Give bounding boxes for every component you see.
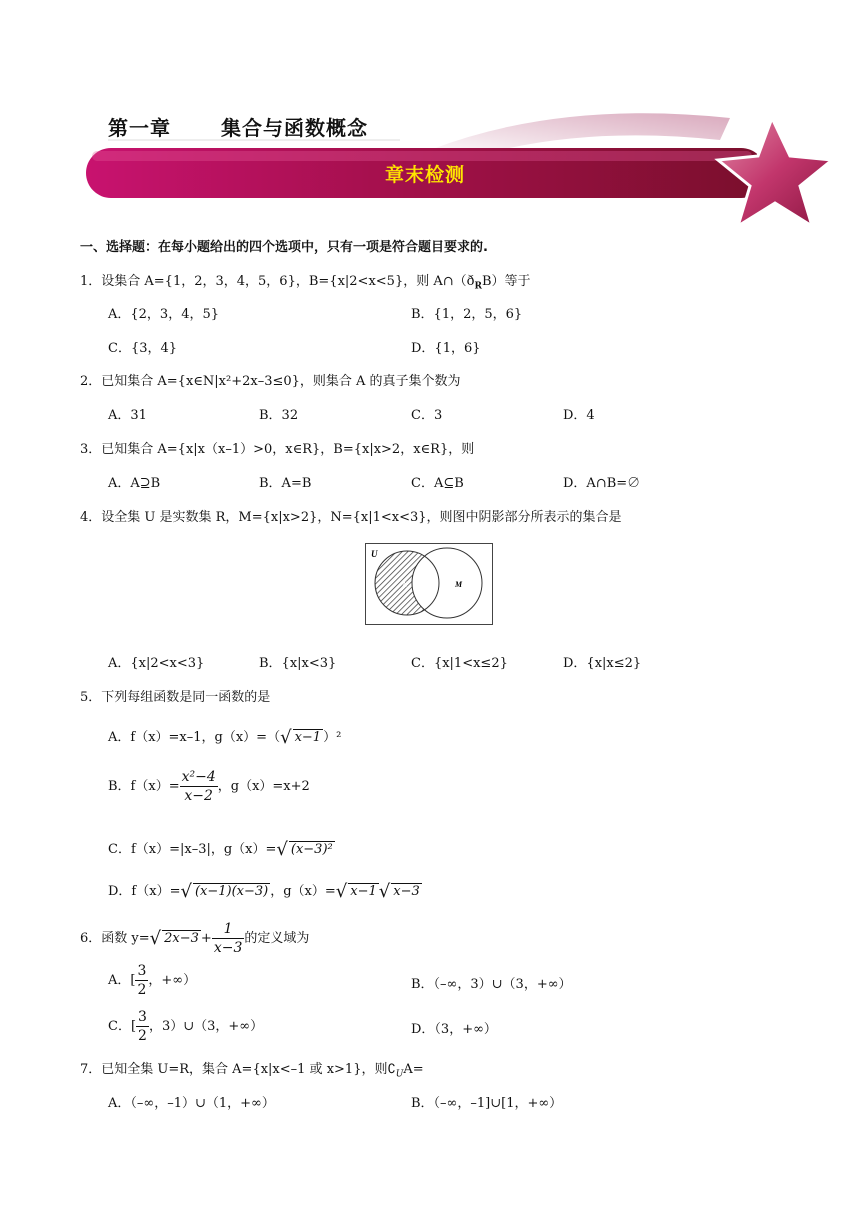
fraction-denominator: 2 — [137, 982, 147, 998]
radical-sign: √ — [276, 839, 288, 860]
radical-sign: √ — [378, 881, 391, 902]
star-icon — [718, 118, 832, 226]
question-5-option-d-radicand-2: x−1 — [350, 884, 377, 899]
question-6-option-c — [108, 1008, 263, 1045]
banner-title: 章末检测 — [385, 164, 466, 186]
question-2-option-c: C．3 — [411, 408, 443, 423]
question-5-option-c-radicand: (x−3)² — [290, 842, 333, 857]
question-1-option-c: C．{3，4} — [108, 341, 178, 356]
question-3-option-d: D．A∩B=∅ — [563, 476, 641, 491]
question-5-option-c — [108, 838, 335, 860]
question-6-stem-prefix: 6．函数 y= — [80, 931, 150, 946]
question-5-option-a-prefix: A．f（x）=x–1，g（x）=（ — [108, 730, 281, 745]
question-4-option-a: A．{x|2<x<3} — [108, 656, 205, 671]
question-5-option-b-suffix: ，g（x）=x+2 — [217, 779, 310, 794]
question-1-option-a: A．{2，3，4，5} — [108, 307, 220, 322]
question-5-option-a-suffix: ）² — [323, 730, 342, 745]
question-6-option-a-prefix: A．[ — [108, 973, 136, 988]
venn-label-u: U — [371, 549, 378, 559]
question-3-option-b: B．A=B — [259, 476, 312, 491]
question-6-fraction — [212, 920, 245, 957]
chapter-title: 集合与函数概念 — [221, 116, 368, 140]
question-5-option-c-prefix: C．f（x）=|x–3|，g（x）= — [108, 842, 277, 857]
section-title: 一、选择题：在每小题给出的四个选项中，只有一项是符合题目要求的. — [80, 240, 488, 255]
question-5-option-b-fraction — [180, 768, 218, 805]
question-5-option-d-prefix: D．f（x）= — [108, 884, 181, 899]
question-2-option-d: D．4 — [563, 408, 595, 423]
venn-label-m: M — [455, 580, 463, 589]
chapter-heading — [108, 112, 368, 141]
question-6-stem — [80, 920, 309, 957]
radical-sign: √ — [149, 928, 162, 949]
fraction-denominator: x−2 — [184, 788, 213, 804]
question-3-option-c: C．A⊆B — [411, 476, 464, 491]
question-5-option-a — [108, 726, 341, 748]
question-4-option-c: C．{x|1<x≤2} — [411, 656, 508, 671]
question-1-stem: 1．设集合 A={1，2，3，4，5，6}，B={x|2<x<5}，则 A∩（ð — [80, 274, 475, 289]
fraction-numerator: 1 — [212, 920, 245, 939]
fraction-numerator: x²−4 — [181, 769, 216, 785]
question-6-option-c-fraction — [136, 1008, 149, 1045]
question-3-option-a: A．A⊇B — [108, 476, 161, 491]
question-5-option-b-prefix: B．f（x）= — [108, 779, 180, 794]
question-1-option-b: B．{1，2，5，6} — [411, 307, 523, 322]
question-5-option-d-mid: ，g（x）= — [270, 884, 336, 899]
question-2-option-a: A．31 — [108, 408, 147, 423]
question-7 — [80, 1058, 424, 1080]
chapter-number: 第一章 — [108, 116, 171, 140]
question-2-stem: 2．已知集合 A={x∈N|x²+2x–3≤0}，则集合 A 的真子集个数为 — [80, 374, 461, 389]
question-7-stem-sub: U — [395, 1069, 404, 1080]
question-5-option-b — [108, 768, 310, 805]
question-5-option-a-radicand: x−1 — [294, 730, 322, 745]
question-6-plus: + — [200, 931, 212, 946]
question-6-option-a-fraction — [135, 962, 148, 999]
question-1-option-d: D．{1，6} — [411, 341, 481, 356]
question-6-option-b: B．（–∞，3）∪（3，+∞） — [411, 977, 572, 992]
question-4-option-b: B．{x|x<3} — [259, 656, 337, 671]
question-5-option-d-radicand: (x−1)(x−3) — [194, 884, 269, 899]
question-1-stem-sub: R — [474, 281, 482, 292]
question-7-option-b: B．（–∞，–1]∪[1，+∞） — [411, 1096, 563, 1111]
question-6-option-c-prefix: C．[ — [108, 1019, 137, 1034]
radical-sign: √ — [180, 881, 192, 902]
radical-sign: √ — [280, 727, 292, 748]
question-6-radicand: 2x−3 — [164, 931, 199, 946]
question-6-option-a — [108, 962, 196, 999]
venn-label-n: N — [402, 580, 408, 589]
question-5-option-d-radicand-3: x−3 — [393, 884, 420, 899]
question-5-option-d — [108, 880, 422, 902]
fraction-numerator: 3 — [137, 963, 147, 979]
question-3-stem: 3．已知集合 A={x|x（x–1）>0，x∈R}，B={x|x>2，x∈R}，则 — [80, 442, 475, 457]
question-6-option-c-suffix: ，3）∪（3，+∞） — [148, 1019, 264, 1034]
question-2-option-b: B．32 — [259, 408, 299, 423]
fraction-numerator: 3 — [138, 1009, 147, 1025]
question-4-stem: 4．设全集 U 是实数集 R，M={x|x>2}，N={x|1<x<3}，则图中阴影部分所表示的集合是 — [80, 510, 622, 525]
question-5-stem: 5．下列每组函数是同一函数的是 — [80, 690, 271, 705]
radical-sign: √ — [335, 881, 348, 902]
question-6-stem-suffix: 的定义域为 — [244, 931, 310, 946]
question-1 — [80, 270, 531, 292]
question-6-option-d: D．（3，+∞） — [411, 1022, 497, 1037]
question-7-stem: 7．已知全集 U=R，集合 A={x|x<–1 或 x>1}，则∁ — [80, 1062, 396, 1077]
question-7-option-a: A．（–∞，–1）∪（1，+∞） — [108, 1096, 275, 1111]
question-4-option-d: D．{x|x≤2} — [563, 656, 642, 671]
fraction-denominator: x−3 — [213, 940, 243, 956]
question-7-stem-end: A= — [403, 1062, 424, 1077]
question-6-option-a-suffix: ，+∞） — [148, 973, 197, 988]
venn-diagram — [365, 543, 493, 625]
question-1-stem-end: B）等于 — [481, 274, 531, 289]
fraction-denominator: 2 — [138, 1028, 147, 1044]
